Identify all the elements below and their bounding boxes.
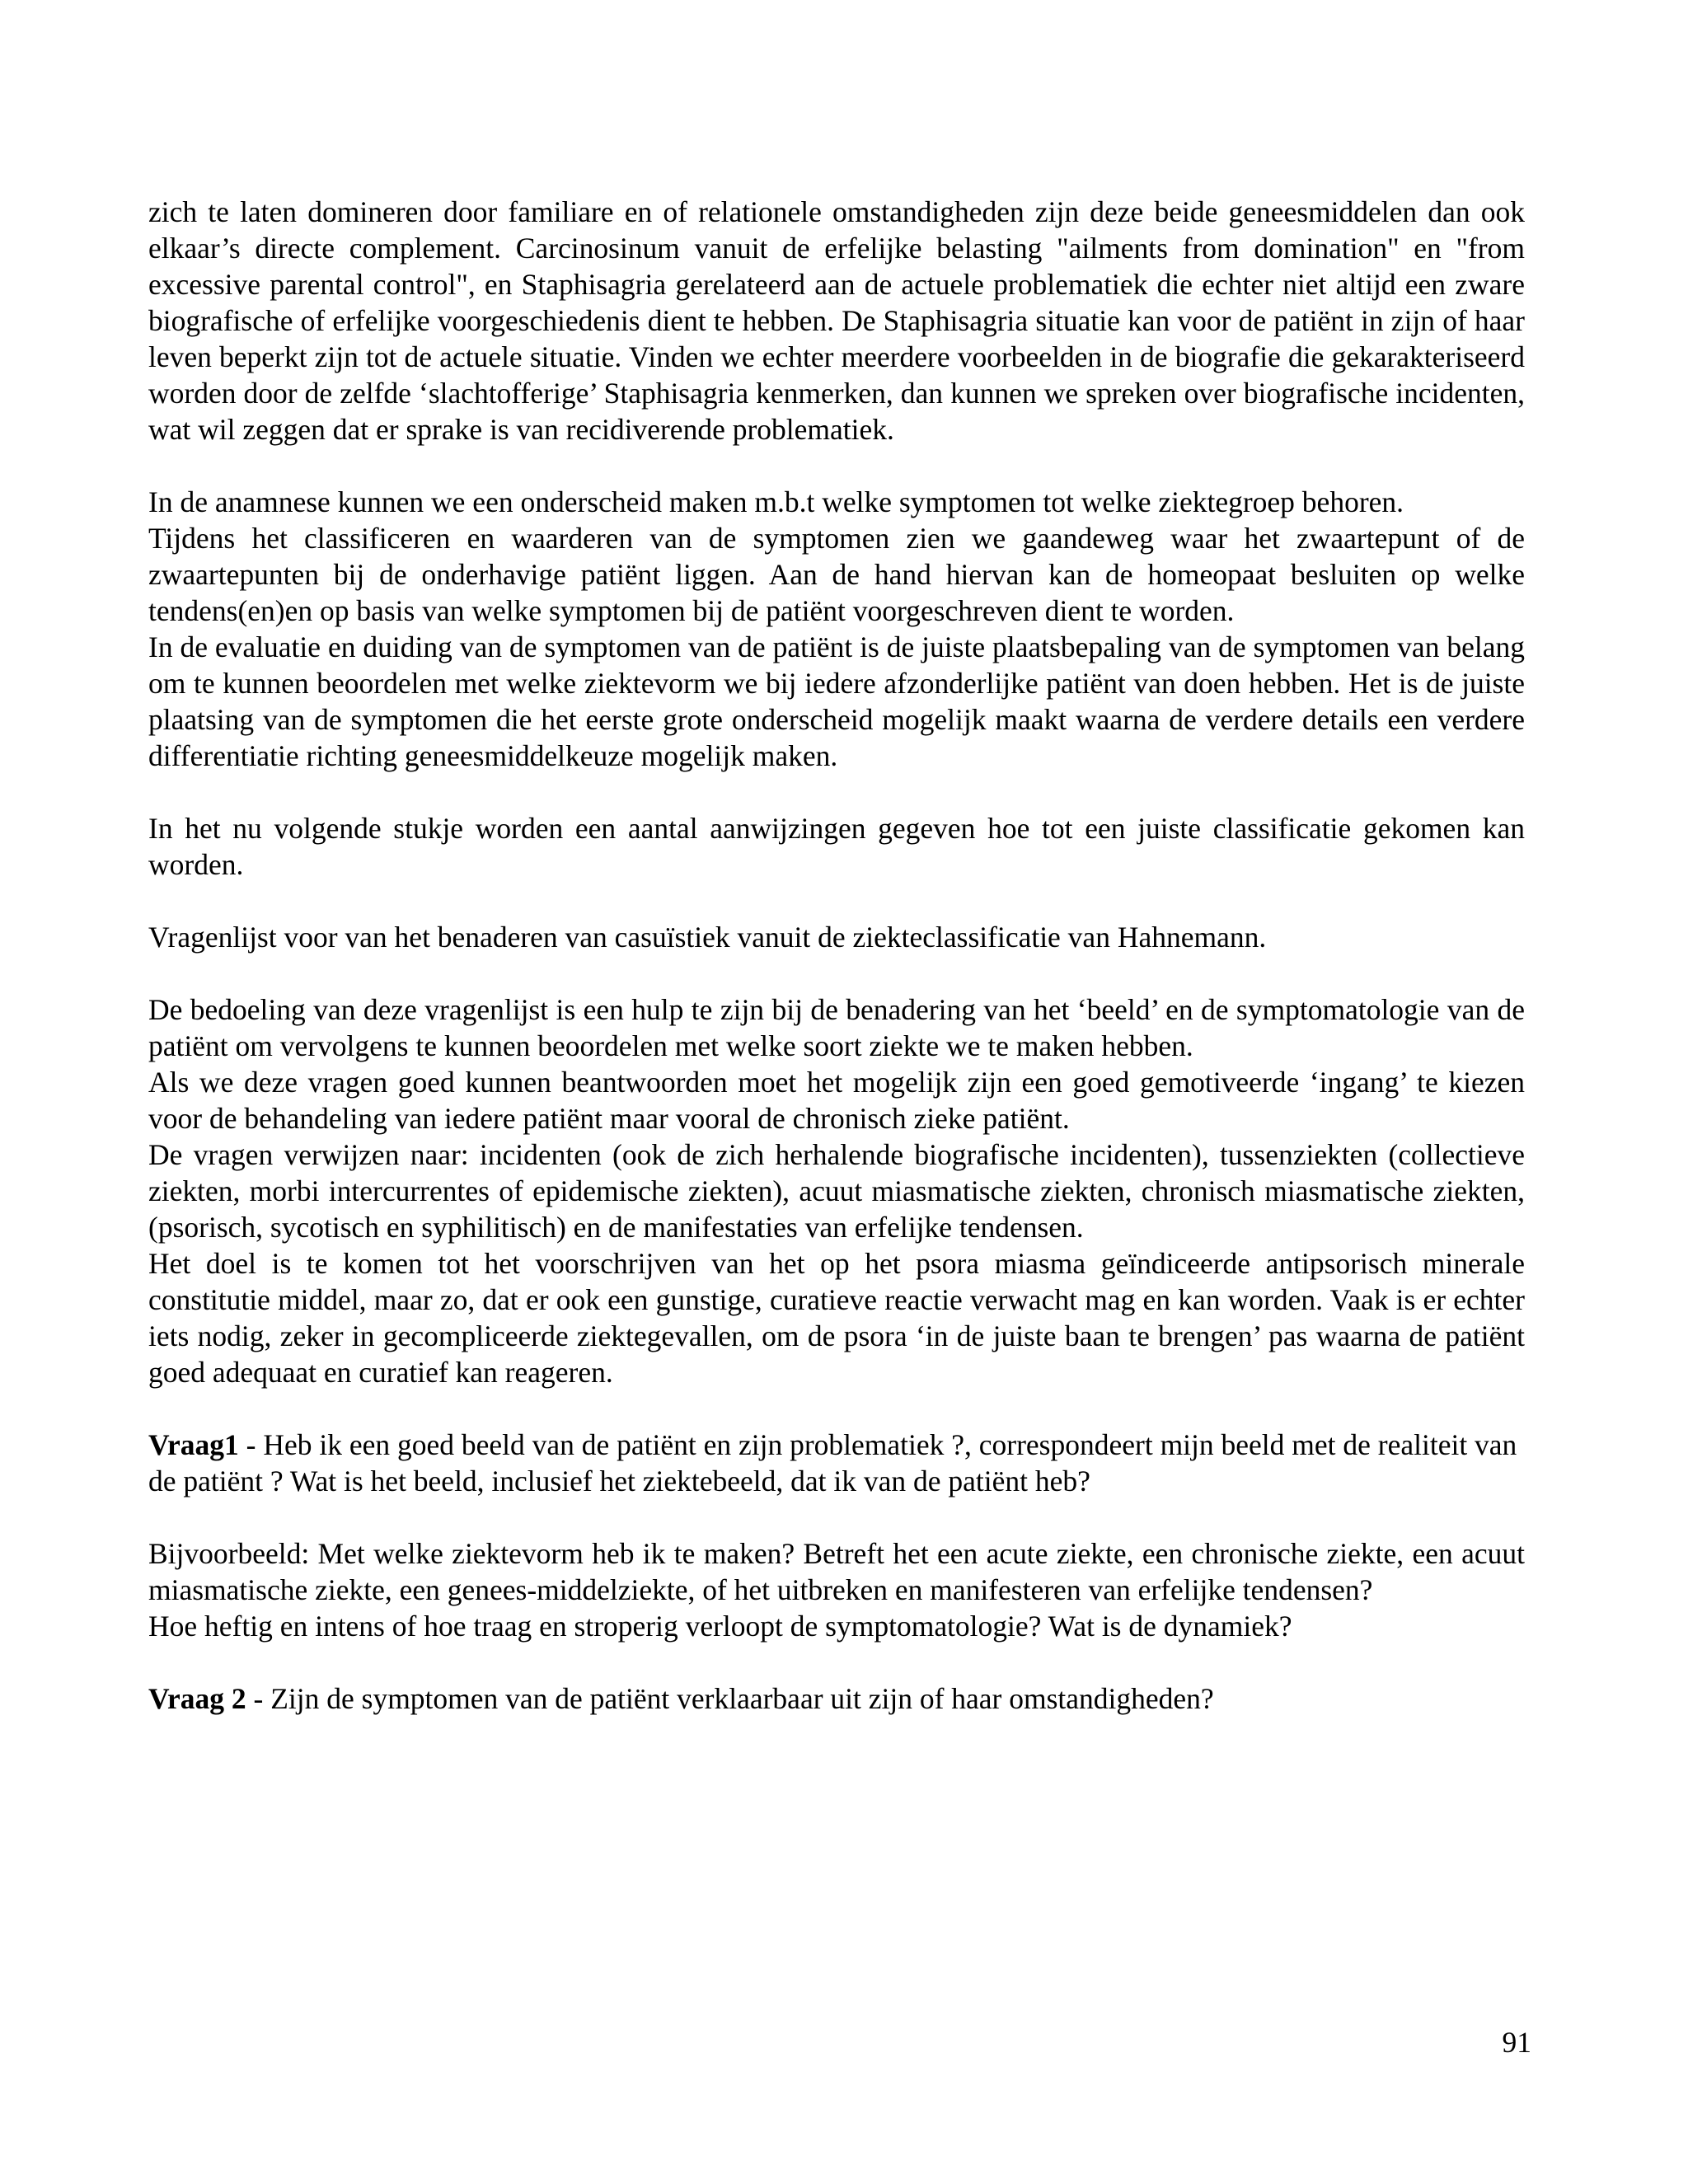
question-1 [148, 1427, 1525, 1499]
page-number: 91 [1502, 2026, 1531, 2059]
paragraph: Bijvoorbeeld: Met welke ziektevorm heb ik te maken? Betreft het een acute ziekte, een chronische ziekte, een acuut miasmatische ziekte, een genees-middelziekte, of het uitbreken en manifesteren van erfelijke tendensen? [148, 1537, 1525, 1606]
paragraph: Als we deze vragen goed kunnen beantwoorden moet het mogelijk zijn een goed gemotiveerde ‘ingang’ te kiezen voor de behandeling van iedere patiënt maar vooral de chronisch zieke patiënt. [148, 1066, 1525, 1135]
section-heading: Vragenlijst voor van het benaderen van casuïstiek vanuit de ziekteclassificatie van Hahnemann. [148, 921, 1267, 954]
paragraph: Het doel is te komen tot het voorschrijven van het op het psora miasma geïndiceerde antipsorisch minerale constitutie middel, maar zo, dat er ook een gunstige, curatieve reactie verwacht mag en kan worden. Vaak is er echter iets nodig, zeker in gecompliceerde ziektegevallen, om de psora ‘in de juiste baan te brengen’ pas waarna de patiënt goed adequaat en curatief kan reageren. [148, 1247, 1525, 1389]
paragraph: In de evaluatie en duiding van de symptomen van de patiënt is de juiste plaatsbepaling van de symptomen van belang om te kunnen beoordelen met welke ziektevorm we bij iedere afzonderlijke patiënt van doen hebben. Het is de juiste plaatsing van de symptomen die het eerste grote onderscheid mogelijk maakt waarna de verdere details een verdere differentiatie richting geneesmiddelkeuze mogelijk maken. [148, 630, 1525, 772]
question-text: - Zijn de symptomen van de patiënt verklaarbaar uit zijn of haar omstandigheden? [246, 1682, 1214, 1715]
question-text: - Heb ik een goed beeld van de patiënt en zijn problematiek ?, correspondeert mijn beeld met de realiteit van de patiënt ? Wat is het beeld, inclusief het ziektebeeld, dat ik van de patiënt heb? [148, 1428, 1517, 1497]
paragraph: De bedoeling van deze vragenlijst is een hulp te zijn bij de benadering van het ‘beeld’ en de symptomatologie van de patiënt om vervolgens te kunnen beoordelen met welke soort ziekte we te maken hebben. [148, 993, 1525, 1062]
paragraph: In de anamnese kunnen we een onderscheid maken m.b.t welke symptomen tot welke ziektegroep behoren. [148, 485, 1404, 518]
question-label: Vraag1 [148, 1428, 239, 1461]
paragraph: Tijdens het classificeren en waarderen van de symptomen zien we gaandeweg waar het zwaartepunt of de zwaartepunten bij de onderhavige patiënt liggen. Aan de hand hiervan kan de homeopaat besluiten op welke tendens(en)en op basis van welke symptomen bij de patiënt voorgeschreven dient te worden. [148, 522, 1525, 627]
paragraph: De vragen verwijzen naar: incidenten (ook de zich herhalende biografische incidenten), tussenziekten (collectieve ziekten, morbi intercurrentes of epidemische ziekten), acuut miasmatische ziekten, chronisch miasmatische ziekten, (psorisch, sycotisch en syphilitisch) en de manifestaties van erfelijke tendensen. [148, 1138, 1525, 1244]
paragraph: Hoe heftig en intens of hoe traag en stroperig verloopt de symptomatologie? Wat is de dynamiek? [148, 1610, 1292, 1643]
paragraph: zich te laten domineren door familiare en of relationele omstandigheden zijn deze beide geneesmiddelen dan ook elkaar’s directe complement. Carcinosinum vanuit de erfelijke belasting "ailments from domination" en "from excessive parental control", en Staphisagria gerelateerd aan de actuele problematiek die echter niet altijd een zware biografische of erfelijke voorgeschiedenis dient te hebben. De Staphisagria situatie kan voor de patiënt in zijn of haar leven beperkt zijn tot de actuele situatie. Vinden we echter meerdere voorbeelden in de biografie die gekarakteriseerd worden door de zelfde ‘slachtofferige’ Staphisagria kenmerken, dan kunnen we spreken over biografische incidenten, wat wil zeggen dat er sprake is van recidiverende problematiek. [148, 195, 1525, 446]
page-body [148, 194, 1525, 1717]
paragraph: In het nu volgende stukje worden een aantal aanwijzingen gegeven hoe tot een juiste classificatie gekomen kan worden. [148, 812, 1525, 881]
question-2 [148, 1680, 1525, 1717]
question-label: Vraag 2 [148, 1682, 246, 1715]
